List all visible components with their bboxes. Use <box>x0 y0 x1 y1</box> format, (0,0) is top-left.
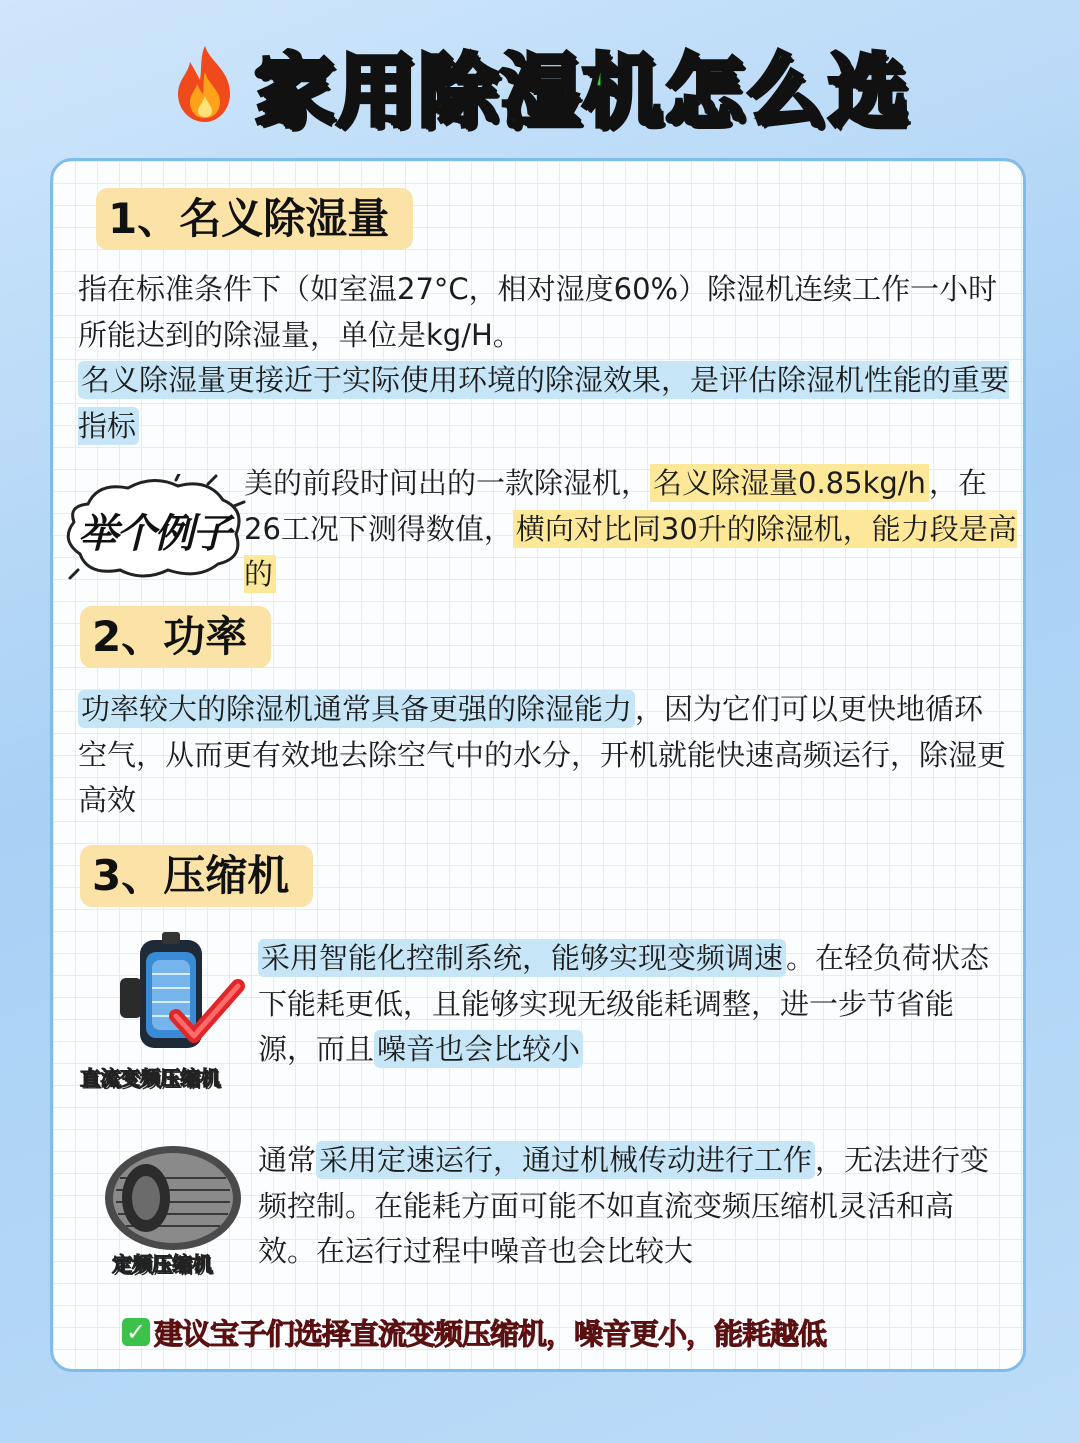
dc-highlight-1: 采用智能化控制系统，能够实现变频调速 <box>258 939 786 977</box>
dc-compressor-label: 直流变频压缩机 <box>80 1066 220 1090</box>
section-heading-2: 2、功率 <box>80 606 271 668</box>
fixed-compressor-image <box>98 1138 248 1258</box>
example-badge-text: 举个例子 <box>78 510 230 557</box>
check-mark-icon: ✓ <box>122 1318 150 1346</box>
fixed-text: ，无法进行变频控制。在能耗方面可能不如直流变频压缩机灵活和高效。在运行过程中噪音也会比较大 <box>258 1143 990 1268</box>
section1-highlight: 名义除湿量更接近于实际使用环境的除湿效果，是评估除湿机性能的重要指标 <box>78 363 1010 443</box>
dc-compressor-image <box>96 930 256 1060</box>
page-title: 家用除湿机怎么选 <box>254 44 910 138</box>
title-bar <box>0 24 1080 144</box>
example-highlight-2: 横向对比同30升的除湿机，能力段是高的 <box>244 511 1017 591</box>
example-paragraph <box>244 461 1020 598</box>
example-text-1: 美的前段时间出的一款除湿机， <box>244 466 651 500</box>
section2-paragraph <box>78 687 1010 824</box>
section2-highlight: 功率较大的除湿机通常具备更强的除湿能力 <box>78 690 635 728</box>
example-badge <box>58 474 248 584</box>
recommendation-text: 建议宝子们选择直流变频压缩机，噪音更小，能耗越低 <box>154 1316 827 1351</box>
recommendation-tip <box>122 1310 826 1354</box>
dc-text: 。在轻负荷状态下能耗更低，且能够实现无级能耗调整，进一步节省能源，而且 <box>258 941 990 1066</box>
example-highlight-1: 名义除湿量0.85kg/h <box>650 464 929 502</box>
fixed-highlight: 采用定速运行，通过机械传动进行工作 <box>316 1141 815 1179</box>
section-heading-3: 3、压缩机 <box>80 845 313 907</box>
section2-text: ，因为它们可以更快地循环空气，从而更有效地去除空气中的水分，开机就能快速高频运行，除湿更高效 <box>78 692 1007 817</box>
fixed-compressor-label: 定频压缩机 <box>112 1252 212 1276</box>
dc-highlight-2: 噪音也会比较小 <box>374 1030 583 1068</box>
fixed-text-0: 通常 <box>258 1143 317 1177</box>
fire-icon <box>170 44 240 124</box>
section-heading-1: 1、名义除湿量 <box>96 188 413 250</box>
example-text-2: ，在26工况下测得数值， <box>244 466 987 546</box>
dc-compressor-paragraph <box>258 936 1010 1073</box>
fixed-compressor-paragraph <box>258 1138 1010 1275</box>
section1-paragraph <box>78 267 1010 449</box>
section1-definition: 指在标准条件下（如室温27°C，相对湿度60%）除湿机连续工作一小时所能达到的除湿量，单位是kg/H。 <box>78 272 998 352</box>
